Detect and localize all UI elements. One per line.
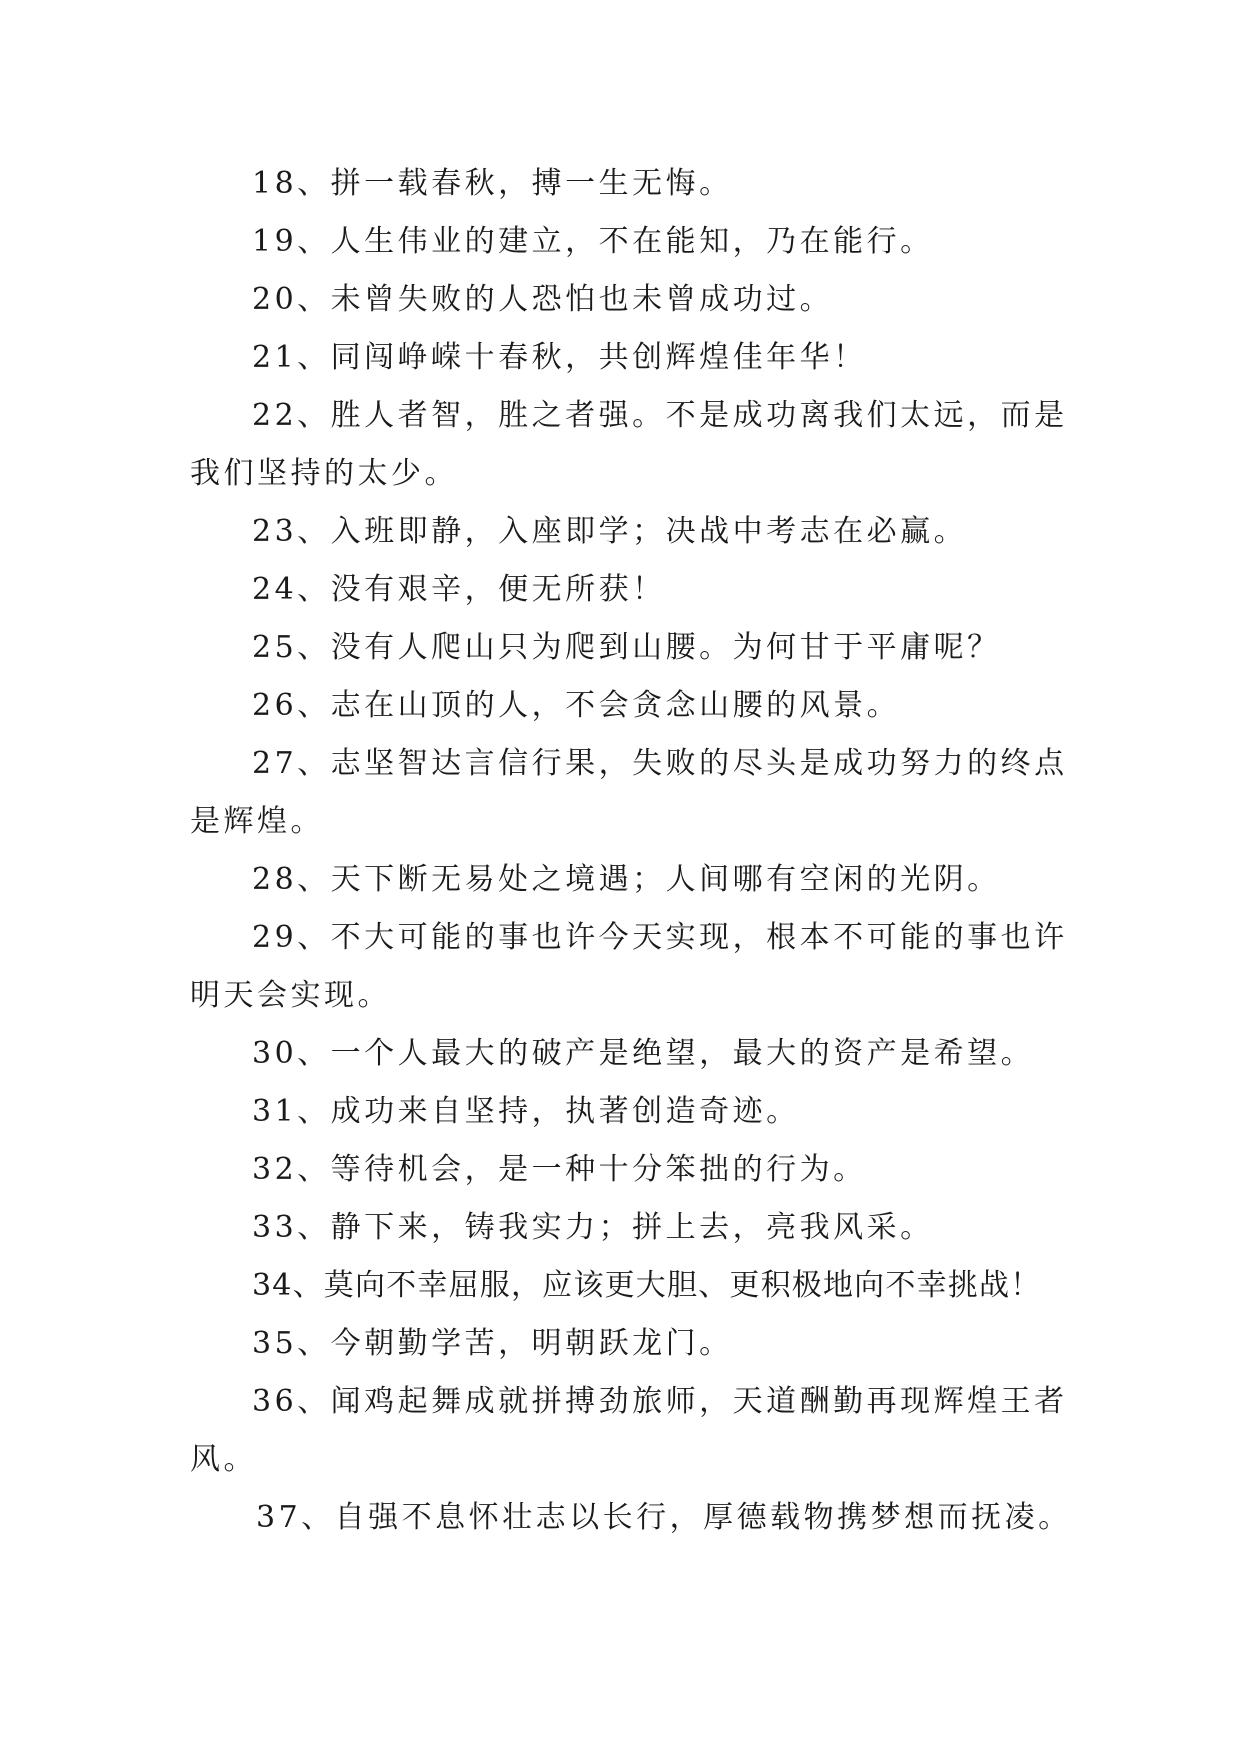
text-line: 26、志在山顶的人，不会贪念山腰的风景。 [252,688,901,723]
text-line: 21、同闯峥嵘十春秋，共创辉煌佳年华！ [252,340,867,375]
text-line: 22、胜人者智，胜之者强。不是成功离我们太远，而是 [252,398,1068,433]
text-line: 27、志坚智达言信行果，失败的尽头是成功努力的终点 [252,746,1068,781]
text-line: 25、没有人爬山只为爬到山腰。为何甘于平庸呢？ [252,630,1001,665]
text-line: 29、不大可能的事也许今天实现，根本不可能的事也许 [252,920,1068,955]
text-line: 34、莫向不幸屈服，应该更大胆、更积极地向不幸挑战！ [252,1268,1042,1303]
text-line: 20、未曾失败的人恐怕也未曾成功过。 [252,282,834,317]
text-line: 35、今朝勤学苦，明朝跃龙门。 [252,1326,733,1361]
text-line-continuation: 风。 [190,1442,257,1477]
text-line: 31、成功来自坚持，执著创造奇迹。 [252,1094,800,1129]
text-line: 23、入班即静，入座即学；决战中考志在必赢。 [252,514,968,549]
text-line: 30、一个人最大的破产是绝望，最大的资产是希望。 [252,1036,1035,1071]
text-line: 32、等待机会，是一种十分笨拙的行为。 [252,1152,867,1187]
text-line: 19、人生伟业的建立，不在能知，乃在能行。 [252,224,934,259]
text-line-continuation: 明天会实现。 [190,978,391,1013]
text-line: 24、没有艰辛，便无所获！ [252,572,666,607]
text-line: 28、天下断无易处之境遇；人间哪有空闲的光阴。 [252,862,1001,897]
text-line: 37、自强不息怀壮志以长行，厚德载物携梦想而抚凌。 [256,1500,1072,1535]
text-line-continuation: 我们坚持的太少。 [190,456,458,491]
text-line-continuation: 是辉煌。 [190,804,324,839]
text-line: 18、拼一载春秋，搏一生无悔。 [252,166,733,201]
text-line: 33、静下来，铸我实力；拼上去，亮我风采。 [252,1210,934,1245]
text-line: 36、闻鸡起舞成就拼搏劲旅师，天道酬勤再现辉煌王者 [252,1384,1068,1419]
text-body [190,155,1070,1547]
